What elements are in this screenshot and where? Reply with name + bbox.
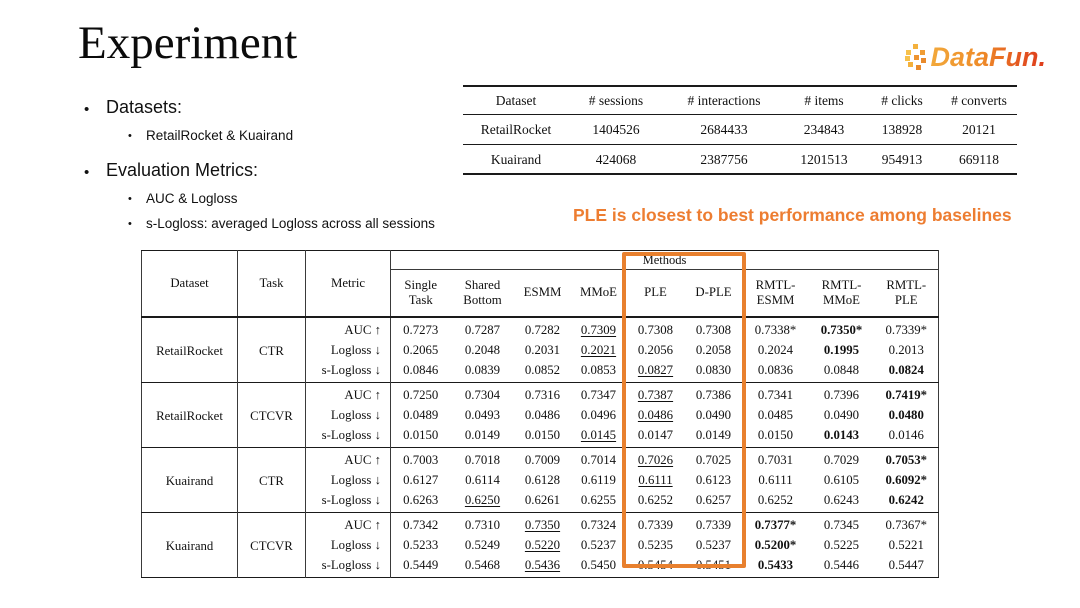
dataset-cell: Kuairand — [142, 448, 238, 513]
metric-value-cell: 0.7347 — [571, 383, 627, 406]
metric-value-cell: 0.6111 — [758, 473, 793, 487]
task-cell: CTCVR — [238, 383, 306, 448]
datafun-logo — [905, 44, 1046, 71]
method-col-header: RMTL-MMoE — [809, 270, 875, 318]
metric-value-cell: 0.2048 — [464, 343, 501, 357]
stats-cell: 1201513 — [800, 151, 848, 167]
metric-value-cell: 0.7396 — [809, 383, 875, 406]
metric-value-cell: 0.0486 — [524, 408, 561, 422]
metric-value-cell: 0.7350* — [820, 323, 863, 337]
metric-value-cell: 0.0839 — [464, 363, 501, 377]
metric-value-cell: 0.7342 — [391, 513, 451, 536]
metric-value-cell: 0.0836 — [757, 363, 794, 377]
metric-value-cell: 0.6119 — [581, 473, 616, 487]
logo-pixel-mosaic-icon — [905, 56, 910, 61]
metric-value-cell: 0.7386 — [685, 383, 743, 406]
method-col-header: PLE — [627, 270, 685, 318]
metric-value-cell: 0.6252 — [637, 493, 674, 507]
col-header-task: Task — [238, 251, 306, 318]
stats-header-row — [463, 86, 1017, 115]
metric-value-cell: 0.6127 — [403, 473, 439, 487]
metric-value-cell: 0.0852 — [524, 363, 561, 377]
metric-value-cell: 0.5235 — [637, 538, 674, 552]
metric-value-cell: 0.2024 — [757, 343, 794, 357]
metric-value-cell: 0.5249 — [464, 538, 501, 552]
metric-value-cell: 0.6252 — [757, 493, 794, 507]
stats-col-header: # interactions — [663, 86, 785, 115]
metric-name-cell: AUC ↑ — [306, 448, 391, 471]
metric-value-cell: 0.7014 — [571, 448, 627, 471]
bullet-item: • RetailRocket & Kuairand — [128, 127, 514, 144]
metric-name-cell: Logloss ↓ — [306, 405, 391, 425]
metric-value-cell: 0.0486 — [637, 408, 674, 422]
metric-value-cell: 0.1995 — [823, 343, 860, 357]
stats-col-header: # sessions — [569, 86, 663, 115]
metric-value-cell: 0.6243 — [823, 493, 860, 507]
metric-value-cell: 0.7367* — [875, 513, 939, 536]
metric-value-cell: 0.6111 — [638, 473, 673, 487]
metric-value-cell: 0.0147 — [637, 428, 674, 442]
results-row — [142, 317, 939, 340]
dataset-stats-table — [463, 85, 1017, 175]
results-row — [142, 513, 939, 536]
metric-value-cell: 0.5237 — [580, 538, 617, 552]
metric-value-cell: 0.6261 — [524, 493, 561, 507]
metric-value-cell: 0.7419* — [875, 383, 939, 406]
results-table — [141, 250, 939, 578]
page-title: Experiment — [78, 17, 298, 69]
metric-value-cell: 0.0490 — [823, 408, 860, 422]
method-col-header: Single Task — [391, 270, 451, 318]
metric-value-cell: 0.5225 — [823, 538, 860, 552]
metric-value-cell: 0.5450 — [580, 558, 617, 572]
metric-value-cell: 0.7308 — [695, 323, 732, 337]
metric-name-cell: Logloss ↓ — [306, 535, 391, 555]
bullet-item: • Datasets: — [84, 96, 514, 119]
metric-value-cell: 0.0846 — [403, 363, 439, 377]
method-col-header: D-PLE — [685, 270, 743, 318]
logo-text: DataFun. — [930, 42, 1046, 72]
metric-value-cell: 0.2021 — [580, 343, 617, 357]
method-col-header: Shared Bottom — [451, 270, 515, 318]
results-row — [142, 448, 939, 471]
results-header-row-top — [142, 251, 939, 270]
metric-value-cell: 0.5468 — [464, 558, 501, 572]
metric-value-cell: 0.0480 — [888, 408, 924, 422]
stats-cell: 2387756 — [700, 151, 748, 167]
stats-table-body — [463, 115, 1017, 175]
metric-value-cell: 0.5221 — [888, 538, 924, 552]
metric-value-cell: 0.0489 — [403, 408, 439, 422]
metric-value-cell: 0.7387 — [627, 383, 685, 406]
metric-value-cell: 0.7316 — [515, 383, 571, 406]
stats-cell: 234843 — [785, 115, 863, 145]
metric-value-cell: 0.5200* — [754, 538, 797, 552]
metric-value-cell: 0.0848 — [823, 363, 860, 377]
results-table-area — [141, 250, 938, 578]
metric-value-cell: 0.7009 — [515, 448, 571, 471]
bullet-item: • s-Logloss: averaged Logloss across all sessions — [128, 215, 514, 232]
metric-value-cell: 0.7273 — [403, 323, 439, 337]
metric-value-cell: 0.6250 — [464, 493, 501, 507]
metric-value-cell: 0.7282 — [524, 323, 561, 337]
metric-value-cell: 0.6105 — [823, 473, 860, 487]
results-table-body — [142, 317, 939, 578]
bullet-item: • Evaluation Metrics: — [84, 159, 514, 182]
metric-value-cell: 0.7339 — [685, 513, 743, 536]
metric-value-cell: 0.0496 — [580, 408, 617, 422]
metric-value-cell: 0.7018 — [451, 448, 515, 471]
metric-name-cell: Logloss ↓ — [306, 340, 391, 360]
metric-value-cell: 0.7308 — [637, 323, 674, 337]
metric-value-cell: 0.6123 — [695, 473, 732, 487]
metric-value-cell: 0.2013 — [888, 343, 924, 357]
metric-value-cell: 0.0150 — [757, 428, 794, 442]
method-col-header: ESMM — [515, 270, 571, 318]
bullet-list — [84, 96, 514, 232]
metric-value-cell: 0.6114 — [465, 473, 500, 487]
metric-value-cell: 0.5436 — [524, 558, 561, 572]
stats-cell: Kuairand — [490, 151, 542, 167]
stats-cell: 138928 — [863, 115, 941, 145]
dataset-cell: Kuairand — [142, 513, 238, 578]
metric-value-cell: 0.0150 — [403, 428, 439, 442]
dataset-cell: RetailRocket — [142, 317, 238, 383]
metric-name-cell: AUC ↑ — [306, 317, 391, 340]
metric-value-cell: 0.7377* — [743, 513, 809, 536]
metric-value-cell: 0.0146 — [888, 428, 924, 442]
stats-cell: 669118 — [959, 151, 999, 167]
stats-cell: 2684433 — [663, 115, 785, 145]
method-col-header: MMoE — [571, 270, 627, 318]
metric-value-cell: 0.6257 — [695, 493, 732, 507]
metric-name-cell: AUC ↑ — [306, 383, 391, 406]
metric-value-cell: 0.5237 — [695, 538, 732, 552]
metric-name-cell: s-Logloss ↓ — [306, 360, 391, 383]
metric-name-cell: s-Logloss ↓ — [306, 490, 391, 513]
metric-value-cell: 0.6255 — [580, 493, 617, 507]
dataset-cell: RetailRocket — [142, 383, 238, 448]
metric-name-cell: s-Logloss ↓ — [306, 425, 391, 448]
metric-value-cell: 0.5233 — [403, 538, 439, 552]
metric-value-cell: 0.6128 — [524, 473, 561, 487]
metric-value-cell: 0.2056 — [637, 343, 674, 357]
metric-value-cell: 0.5220 — [524, 538, 561, 552]
metric-value-cell: 0.7350 — [515, 513, 571, 536]
metric-value-cell: 0.2058 — [695, 343, 732, 357]
metric-value-cell: 0.7345 — [809, 513, 875, 536]
metric-name-cell: Logloss ↓ — [306, 470, 391, 490]
metric-value-cell: 0.7304 — [451, 383, 515, 406]
results-row — [142, 383, 939, 406]
metric-value-cell: 0.0149 — [695, 428, 732, 442]
stats-cell: RetailRocket — [463, 115, 569, 145]
task-cell: CTCVR — [238, 513, 306, 578]
metric-value-cell: 0.5446 — [823, 558, 860, 572]
method-col-header: RMTL-PLE — [875, 270, 939, 318]
col-header-metric: Metric — [306, 251, 391, 318]
stats-col-header: # converts — [941, 86, 1017, 115]
metric-value-cell: 0.7026 — [627, 448, 685, 471]
metric-value-cell: 0.7003 — [391, 448, 451, 471]
stats-cell: 424068 — [595, 151, 637, 167]
metric-value-cell: 0.5433 — [757, 558, 794, 572]
metric-value-cell: 0.7341 — [743, 383, 809, 406]
metric-value-cell: 0.2065 — [403, 343, 439, 357]
metric-value-cell: 0.5454 — [637, 558, 674, 572]
metric-value-cell: 0.0853 — [580, 363, 617, 377]
metric-value-cell: 0.7339* — [885, 323, 928, 337]
stats-cell: 20121 — [941, 115, 1017, 145]
metric-value-cell: 0.0830 — [695, 363, 732, 377]
col-header-dataset: Dataset — [142, 251, 238, 318]
metric-value-cell: 0.0824 — [888, 363, 924, 377]
metric-value-cell: 0.0143 — [823, 428, 860, 442]
metric-value-cell: 0.6242 — [888, 493, 924, 507]
metric-value-cell: 0.7324 — [571, 513, 627, 536]
metric-value-cell: 0.5449 — [403, 558, 439, 572]
stats-col-header: # clicks — [863, 86, 941, 115]
metric-value-cell: 0.0827 — [637, 363, 674, 377]
metric-value-cell: 0.7029 — [809, 448, 875, 471]
metric-value-cell: 0.7339 — [627, 513, 685, 536]
metric-value-cell: 0.6092* — [885, 473, 928, 487]
metric-value-cell: 0.5447 — [888, 558, 924, 572]
metric-value-cell: 0.7053* — [875, 448, 939, 471]
metric-value-cell: 0.6263 — [403, 493, 439, 507]
stats-cell: 954913 — [881, 151, 923, 167]
metric-name-cell: s-Logloss ↓ — [306, 555, 391, 578]
metric-value-cell: 0.7338* — [754, 323, 797, 337]
metric-name-cell: AUC ↑ — [306, 513, 391, 536]
metric-value-cell: 0.7250 — [391, 383, 451, 406]
stats-col-header: Dataset — [463, 86, 569, 115]
metric-value-cell: 0.7310 — [451, 513, 515, 536]
metric-value-cell: 0.0485 — [757, 408, 794, 422]
methods-span-header: Methods — [391, 251, 939, 270]
stats-col-header: # items — [785, 86, 863, 115]
metric-value-cell: 0.7031 — [743, 448, 809, 471]
metric-value-cell: 0.0149 — [464, 428, 501, 442]
metric-value-cell: 0.0145 — [580, 428, 617, 442]
metric-value-cell: 0.5451 — [695, 558, 732, 572]
metric-value-cell: 0.0490 — [695, 408, 732, 422]
metric-value-cell: 0.0493 — [464, 408, 501, 422]
metric-value-cell: 0.7287 — [464, 323, 501, 337]
metric-value-cell: 0.0150 — [524, 428, 561, 442]
annotation-text: PLE is closest to best performance among baselines — [573, 205, 1012, 225]
metric-value-cell: 0.7309 — [580, 323, 617, 337]
task-cell: CTR — [238, 448, 306, 513]
stats-cell: 1404526 — [569, 115, 663, 145]
stats-row — [463, 145, 1017, 175]
method-col-header: RMTL-ESMM — [743, 270, 809, 318]
metric-value-cell: 0.7025 — [685, 448, 743, 471]
metric-value-cell: 0.2031 — [524, 343, 561, 357]
task-cell: CTR — [238, 317, 306, 383]
stats-row — [463, 115, 1017, 145]
bullet-item: • AUC & Logloss — [128, 190, 514, 207]
